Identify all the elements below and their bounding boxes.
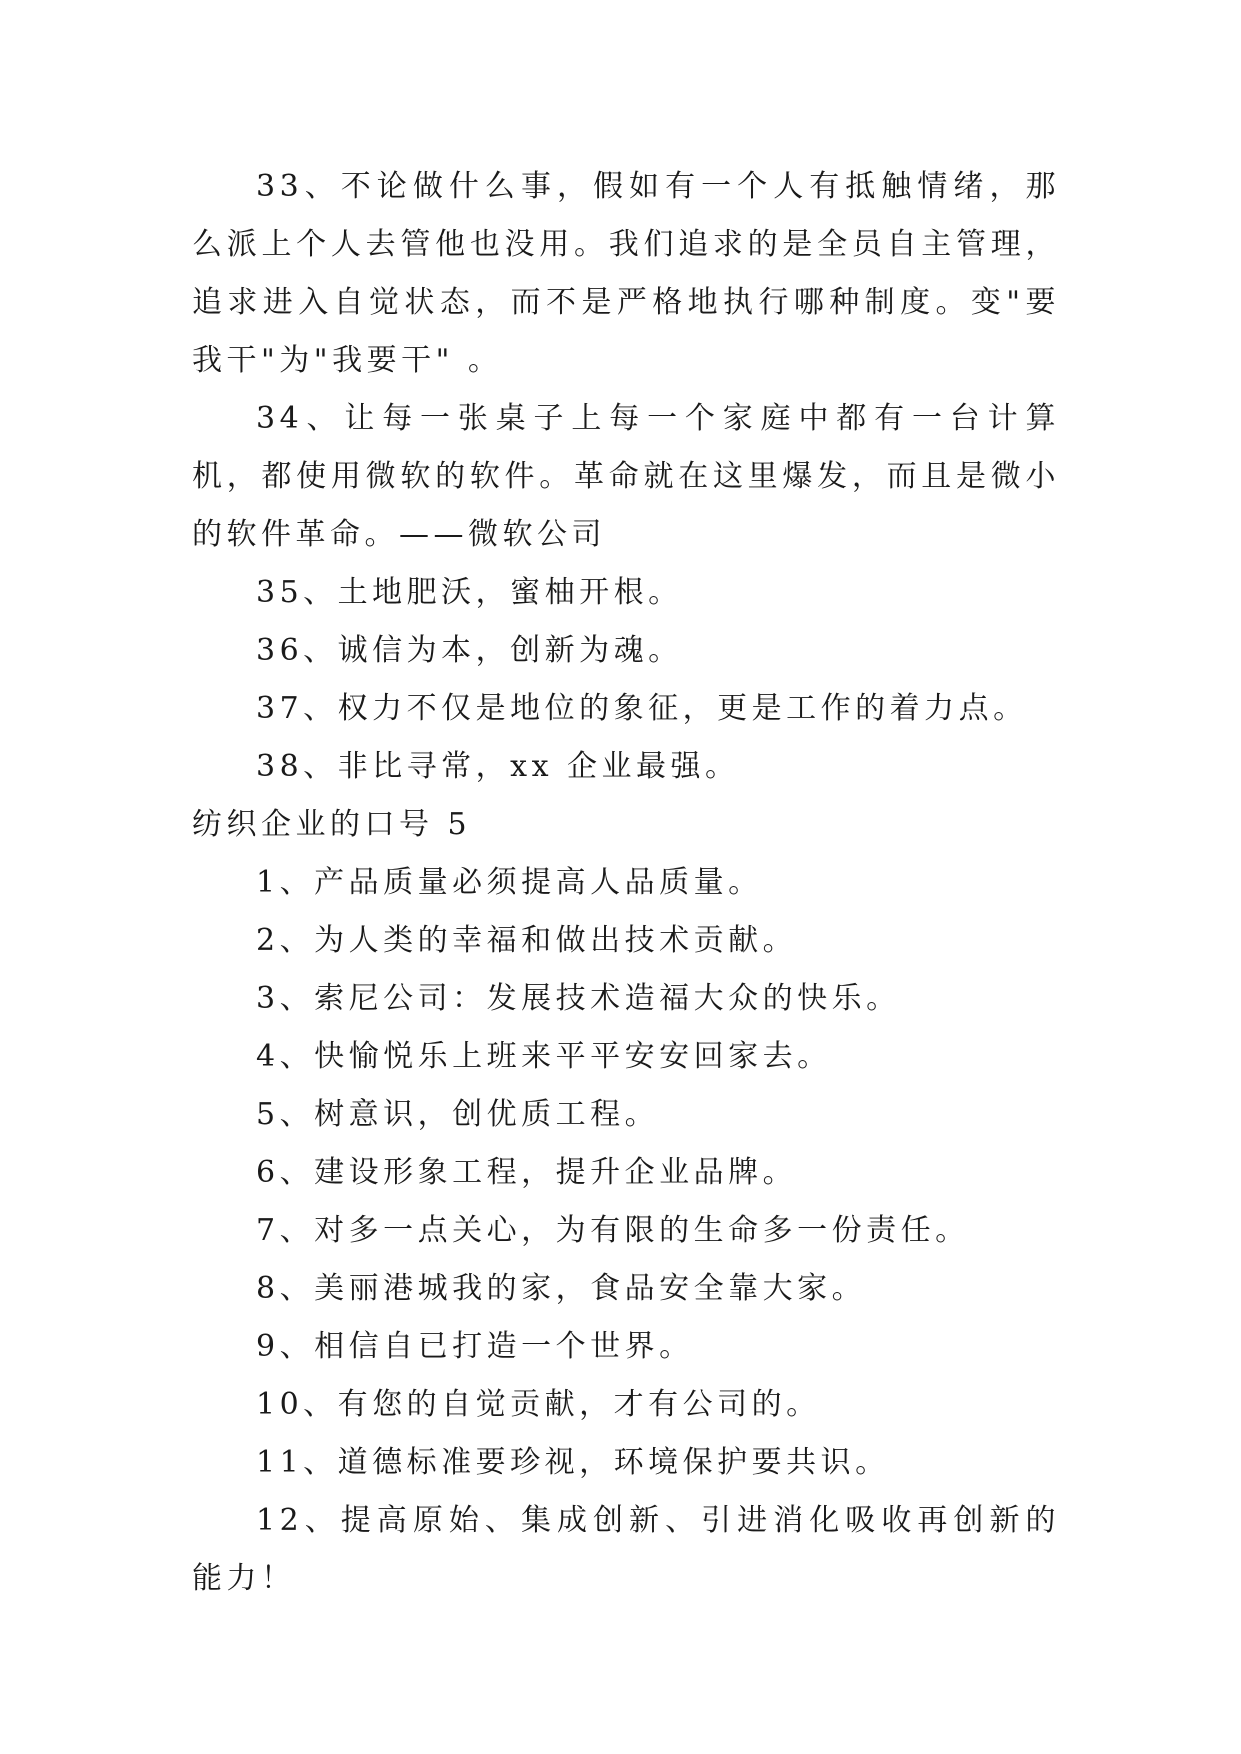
slogan-item-11: 11、道德标准要珍视，环境保护要共识。 <box>256 1445 890 1480</box>
slogan-item-35: 35、土地肥沃，蜜柚开根。 <box>256 575 683 610</box>
slogan-item-36: 36、诚信为本，创新为魂。 <box>256 633 683 668</box>
slogan-item-12: 12、提高原始、集成创新、引进消化吸收再创新的能力！ <box>192 1503 1060 1596</box>
slogan-item-33: 33、不论做什么事，假如有一个人有抵触情绪，那么派上个人去管他也没用。我们追求的是全员自主管理，追求进入自觉状态，而不是严格地执行哪种制度。变"要我干"为"我要干" 。 <box>192 169 1060 378</box>
slogan-item-3: 3、索尼公司：发展技术造福大众的快乐。 <box>256 981 901 1016</box>
slogan-item-34: 34、让每一张桌子上每一个家庭中都有一台计算机，都使用微软的软件。革命就在这里爆发，而且是微小的软件革命。——微软公司 <box>192 401 1060 552</box>
slogan-item-37: 37、权力不仅是地位的象征，更是工作的着力点。 <box>256 691 1028 726</box>
slogan-item-8: 8、美丽港城我的家，食品安全靠大家。 <box>256 1271 867 1306</box>
section-heading: 纺织企业的口号 5 <box>192 807 472 842</box>
slogan-item-6: 6、建设形象工程，提升企业品牌。 <box>256 1155 798 1190</box>
slogan-item-9: 9、相信自已打造一个世界。 <box>256 1329 694 1364</box>
slogan-item-5: 5、树意识，创优质工程。 <box>256 1097 660 1132</box>
slogan-item-4: 4、快愉悦乐上班来平平安安回家去。 <box>256 1039 832 1074</box>
slogan-item-2: 2、为人类的幸福和做出技术贡献。 <box>256 923 798 958</box>
slogan-item-38: 38、非比寻常，xx 企业最强。 <box>256 749 740 784</box>
slogan-item-10: 10、有您的自觉贡献，才有公司的。 <box>256 1387 821 1422</box>
document-body <box>192 158 1060 1608</box>
slogan-item-7: 7、对多一点关心，为有限的生命多一份责任。 <box>256 1213 970 1248</box>
slogan-item-1: 1、产品质量必须提高人品质量。 <box>256 865 763 900</box>
